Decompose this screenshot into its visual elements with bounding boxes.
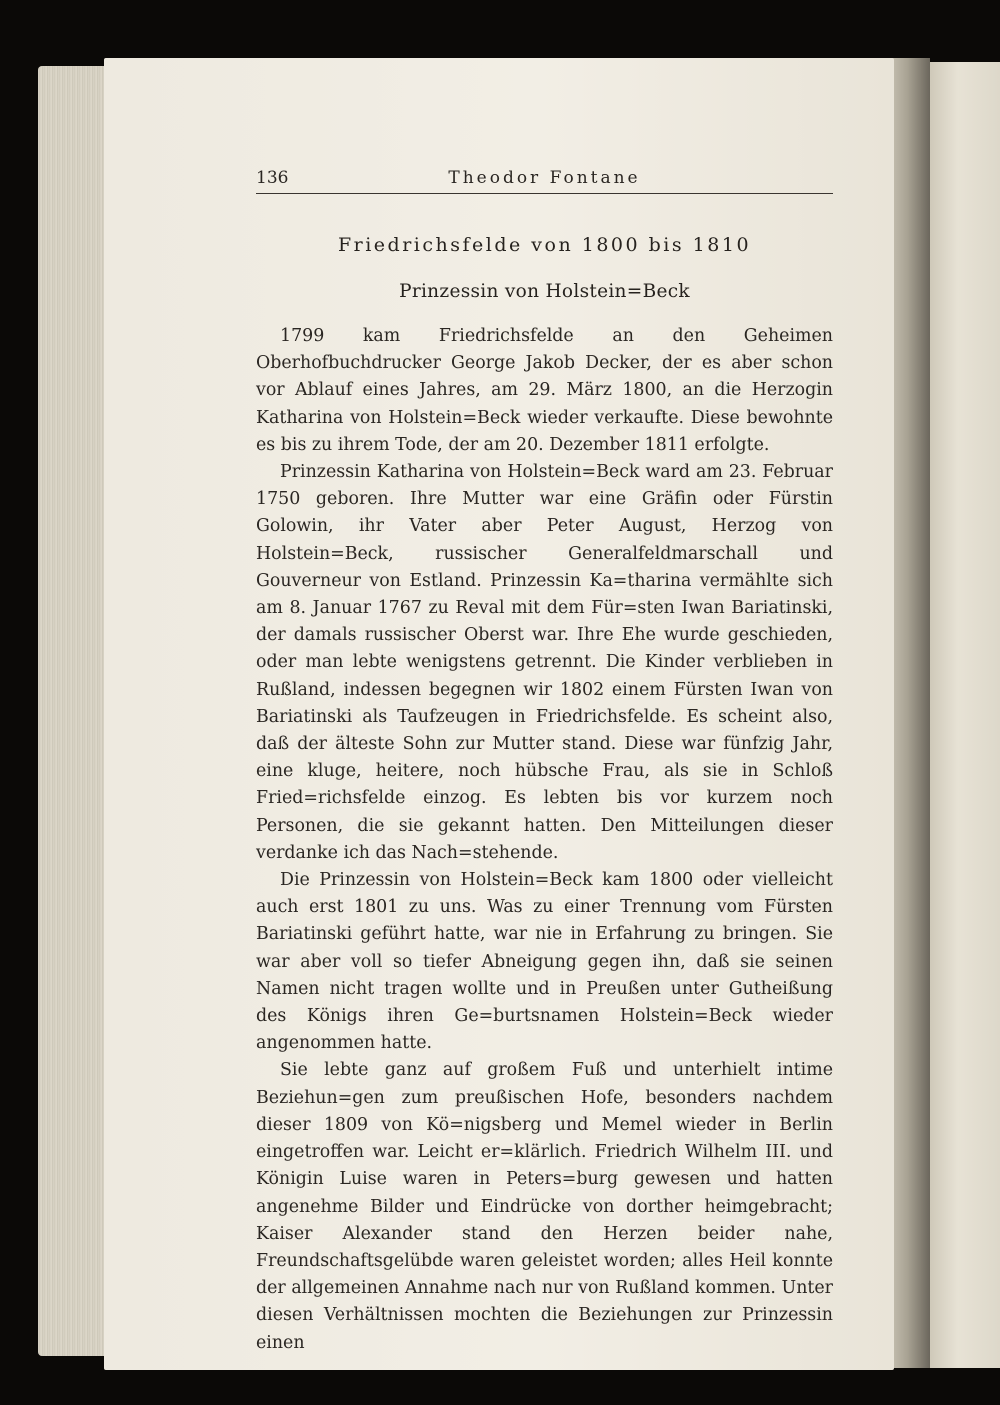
paragraph: Sie lebte ganz auf großem Fuß und unterhielt intime Beziehun=gen zum preußischen Hofe, besonders nachdem dieser 1809 von Kö=nigsberg und Memel wieder in Berlin eingetroffen war. Leicht er=klärlich. Friedrich Wilhelm III. und Königin Luise waren in Peters=burg gewesen und hatten angenehme Bilder und Eindrücke von dorther heimgebracht; Kaiser Alexander stand den Herzen beider nahe, Freundschaftsgelübde waren geleistet worden; alles Heil konnte der allgemeinen Annahme nach nur von Rußland kommen. Unter diesen Verhältnissen mochten die Beziehungen zur Prinzessin einen (256, 1060, 833, 1353)
running-head: Theodor Fontane (448, 168, 641, 188)
body-text (256, 323, 833, 1357)
paragraph: Die Prinzessin von Holstein=Beck kam 1800 oder vielleicht auch erst 1801 zu uns. Was zu einer Trennung vom Fürsten Bariatinski geführt hatte, war nie in Erfahrung zu bringen. Sie war aber voll so tiefer Abneigung gegen ihn, daß sie seinen Namen nicht tragen wollte und in Preußen unter Gutheißung des Königs ihren Ge=burtsnamen Holstein=Beck wieder angenommen hatte. (256, 870, 833, 1054)
chapter-subtitle: Prinzessin von Holstein=Beck (399, 281, 690, 302)
facing-page (930, 62, 1000, 1368)
paragraph: 1799 kam Friedrichsfelde an den Geheimen Oberhofbuchdrucker George Jakob Decker, der es aber schon vor Ablauf eines Jahres, am 29. März 1800, an die Herzogin Katharina von Holstein=Beck wieder verkaufte. Diese bewohnte es bis zu ihrem Tode, der am 20. Dezember 1811 erfolgte. (256, 326, 833, 455)
page-number: 136 (256, 168, 289, 188)
page-header (256, 114, 833, 188)
paragraph: Prinzessin Katharina von Holstein=Beck ward am 23. Februar 1750 geboren. Ihre Mutter war eine Gräfin oder Fürstin Golowin, ihr Vater aber Peter August, Herzog von Holstein=Beck, russischer Generalfeldmarschall und Gouverneur von Estland. Prinzessin Ka=tharina vermählte sich am 8. Januar 1767 zu Reval mit dem Für=sten Iwan Bariatinski, der damals russischer Oberst war. Ihre Ehe wurde geschieden, oder man lebte wenigstens getrennt. Die Kinder verblieben in Rußland, indessen begegnen wir 1802 einem Fürsten Iwan von Bariatinski als Taufzeugen in Friedrichsfelde. Es scheint also, daß der älteste Sohn zur Mutter stand. Diese war fünfzig Jahr, eine kluge, heitere, noch hübsche Frau, als sie in Schloß Fried=richsfelde einzog. Es lebten bis vor kurzem noch Personen, die sie gekannt hatten. Den Mitteilungen dieser verdanke ich das Nach=stehende. (256, 462, 833, 863)
chapter-title: Friedrichsfelde von 1800 bis 1810 (337, 234, 752, 256)
header-rule (256, 193, 833, 194)
page-edges (38, 66, 108, 1356)
